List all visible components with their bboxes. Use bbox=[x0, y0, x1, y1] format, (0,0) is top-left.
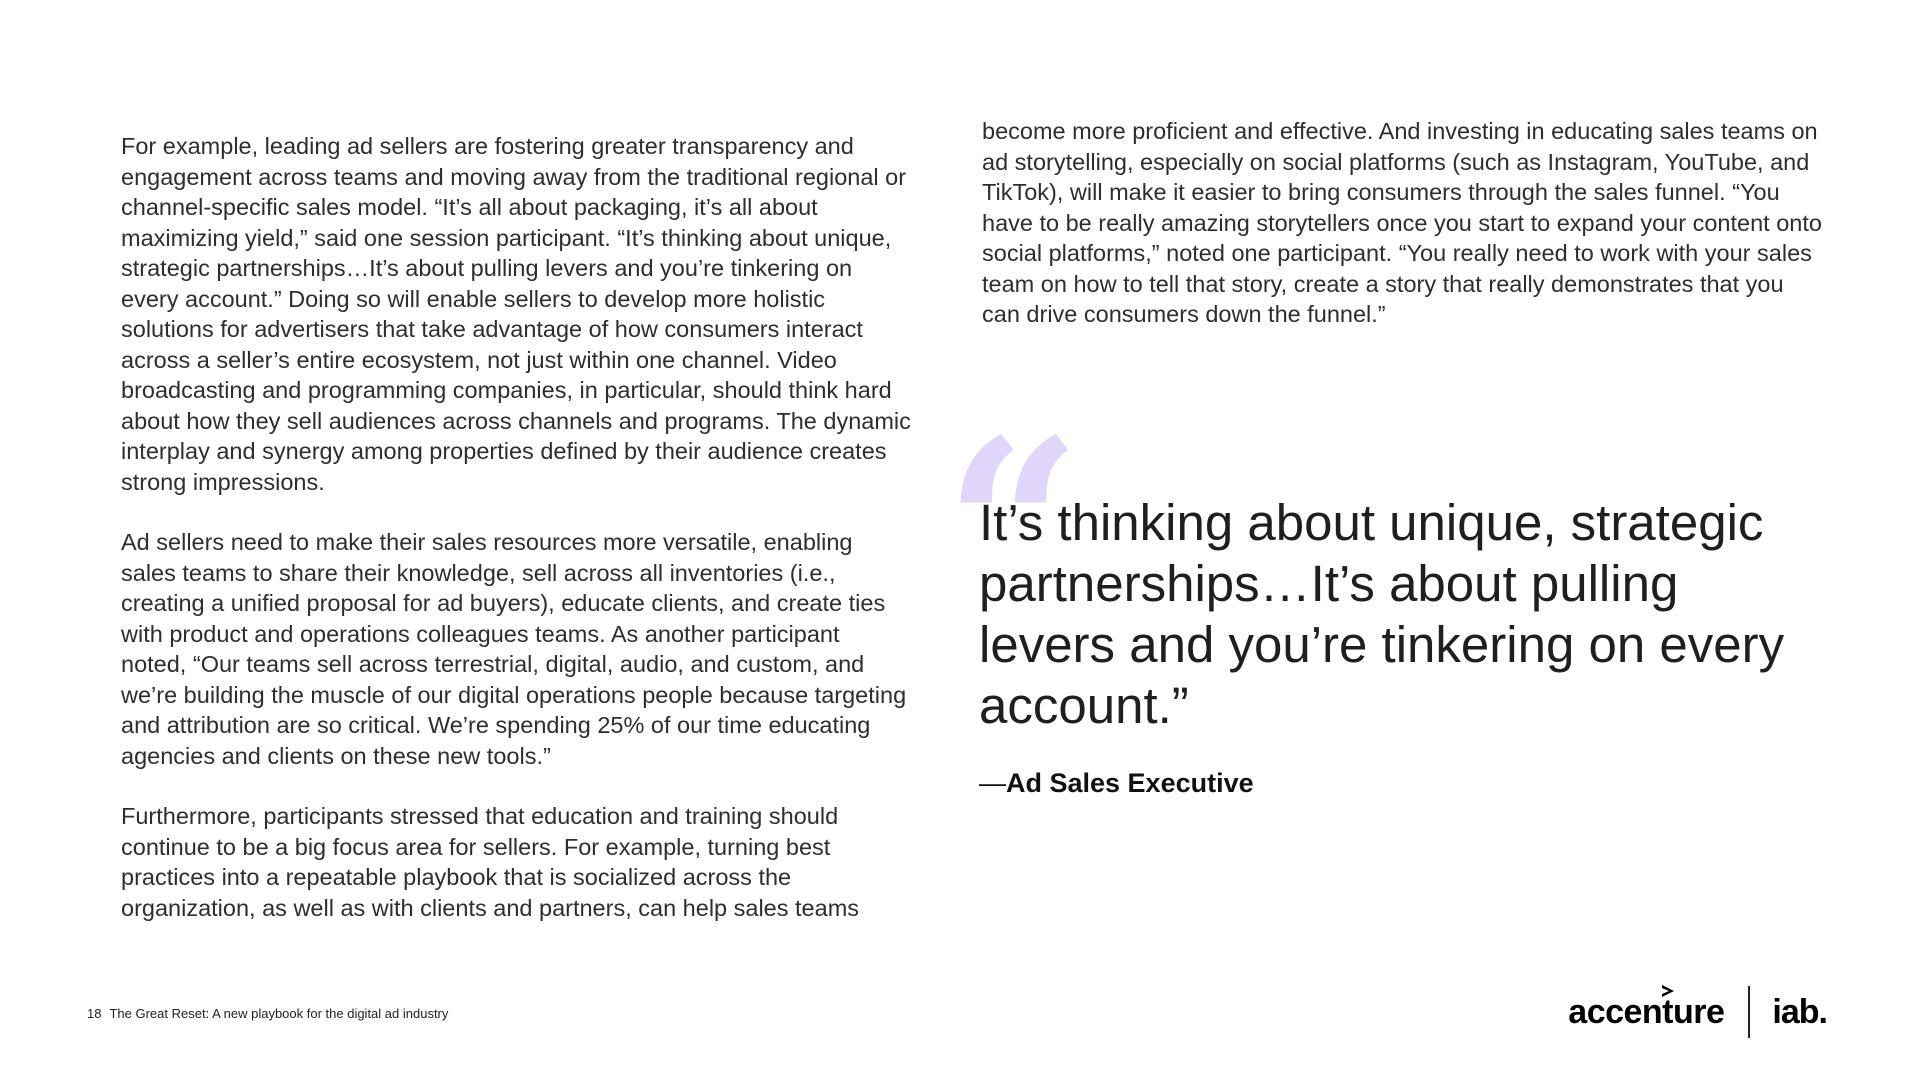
body-paragraph-2: Ad sellers need to make their sales resources more versatile, enabling sales teams to share their knowledge, sell across all inventories (i.e., creating a unified proposal for ad buyers), educate clients, and create ties with product and operations colleagues teams. As another participant noted, “Our teams sell across terrestrial, digital, audio, and custom, and we’re building the muscle of our digital operations people because targeting and attribution are so critical. We’re spending 25% of our time educating agencies and clients on these new tools.” bbox=[121, 529, 907, 769]
page-footer bbox=[87, 1006, 448, 1021]
left-column bbox=[121, 131, 911, 953]
body-paragraph-1: For example, leading ad sellers are fostering greater transparency and engagement across teams and moving away from the traditional regional or channel-specific sales model. “It’s all about packaging, it’s all about maximizing yield,” said one session participant. “It’s thinking about unique, strategic partnerships…It’s about pulling levers and you’re tinkering on every account.” Doing so will enable sellers to develop more holistic solutions for advertisers that take advantage of how consumers interact across a seller’s entire ecosystem, not just within one channel. Video broadcasting and programming companies, in particular, should think hard about how they sell audiences across channels and programs. The dynamic interplay and synergy among properties defined by their audience creates strong impressions. bbox=[121, 133, 911, 495]
accenture-chevron-icon bbox=[1660, 983, 1676, 999]
pull-quote: It’s thinking about unique, strategic partnerships…It’s about pulling levers and you’re tinkering on every account.” bbox=[979, 494, 1785, 734]
accenture-logo bbox=[1568, 993, 1724, 1032]
quote-attribution bbox=[979, 768, 1254, 799]
body-paragraph-3: Furthermore, participants stressed that education and training should continue to be a big focus area for sellers. For example, turning best practices into a repeatable playbook that is socialized across the organization, as well as with clients and partners, can help sales teams bbox=[121, 803, 860, 921]
quotation-mark-icon: “ bbox=[944, 387, 1083, 669]
logo-group bbox=[1568, 986, 1827, 1038]
logo-divider bbox=[1748, 986, 1750, 1038]
document-title: The Great Reset: A new playbook for the digital ad industry bbox=[109, 1006, 449, 1021]
accenture-wordmark: accenture bbox=[1568, 992, 1725, 1031]
right-column bbox=[982, 116, 1822, 360]
attribution-dash: — bbox=[979, 768, 1006, 798]
page-number: 18 bbox=[87, 1006, 102, 1021]
body-paragraph-continued: become more proficient and effective. And investing in educating sales teams on ad storytelling, especially on social platforms (such as Instagram, YouTube, and TikTok), will make it easier to bring consumers through the sales funnel. “You have to be really amazing storytellers once you start to expand your content onto social platforms,” noted one participant. “You really need to work with your sales team on how to tell that story, create a story that really demonstrates that you can drive consumers down the funnel.” bbox=[982, 118, 1822, 327]
attribution-name: Ad Sales Executive bbox=[1006, 768, 1254, 798]
iab-logo: iab. bbox=[1772, 992, 1827, 1031]
